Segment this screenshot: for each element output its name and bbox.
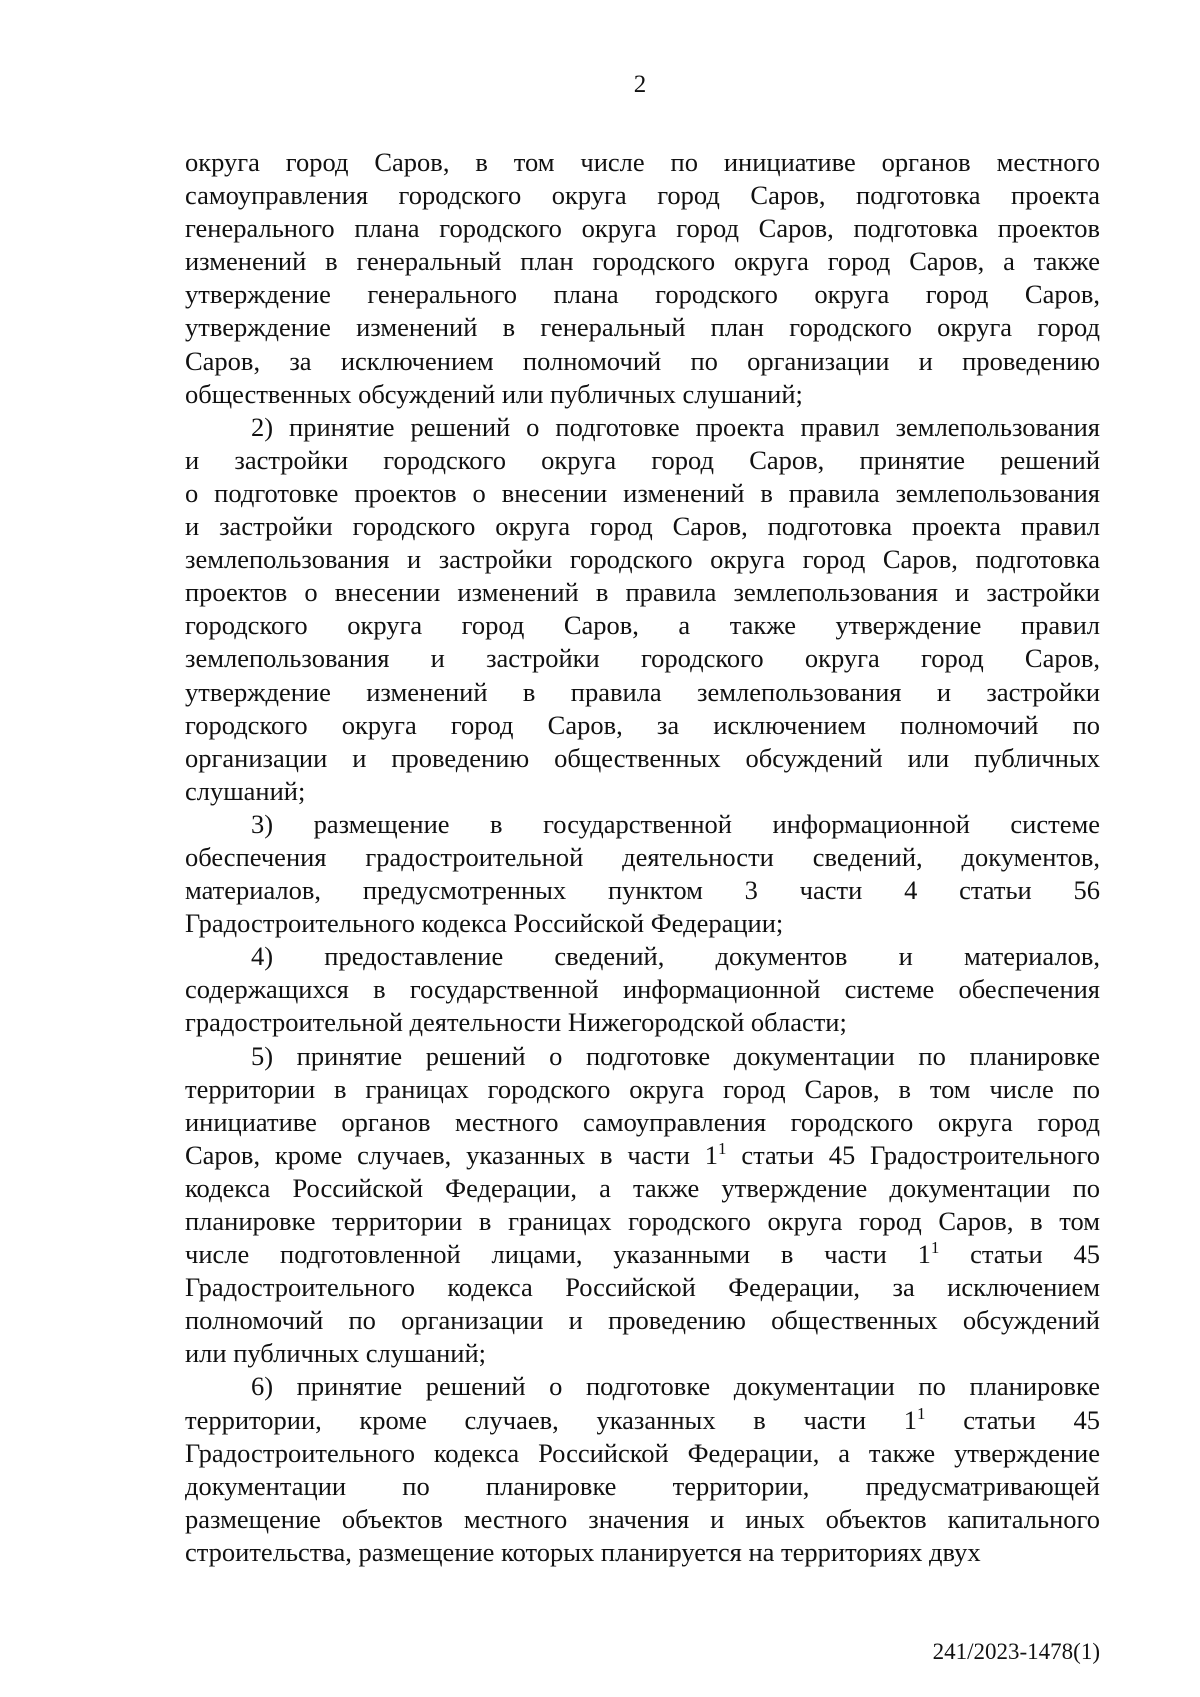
text-line: самоуправления городского округа город Саров, подготовка проекта xyxy=(185,180,1100,211)
page-number: 2 xyxy=(633,71,647,98)
text-line: 2) принятие решений о подготовке проекта правил землепользования xyxy=(251,411,1100,442)
paragraph-continuation xyxy=(185,146,1100,411)
text-line: 6) принятие решений о подготовке документации по планировке xyxy=(251,1371,1100,1402)
text-line: территории в границах городского округа город Саров, в том числе по xyxy=(185,1073,1100,1104)
text-line: строительства, размещение которых планируется на территориях двух xyxy=(185,1536,981,1567)
text-line: утверждение генерального плана городского округа город Саров, xyxy=(185,279,1100,310)
text-line: содержащихся в государственной информационной системе обеспечения xyxy=(185,974,1100,1005)
text-line: городского округа город Саров, а также утверждение правил xyxy=(185,610,1100,641)
paragraph-item-3 xyxy=(185,808,1100,940)
text-line: обеспечения градостроительной деятельности сведений, документов, xyxy=(185,841,1100,872)
superscript: 1 xyxy=(718,1138,727,1158)
text-line: землепользования и застройки городского округа город Саров, подготовка xyxy=(185,544,1100,575)
text-line: документации по планировке территории, предусматривающей xyxy=(185,1470,1100,1501)
text-line: 5) принятие решений о подготовке документации по планировке xyxy=(251,1040,1100,1071)
text-line: полномочий по организации и проведению общественных обсуждений xyxy=(185,1305,1100,1336)
text-line: изменений в генеральный план городского округа город Саров, а также xyxy=(185,246,1100,277)
text-line: проектов о внесении изменений в правила землепользования и застройки xyxy=(185,577,1100,608)
text-line: генерального плана городского округа город Саров, подготовка проектов xyxy=(185,213,1100,244)
text-line: Градостроительного кодекса Российской Федерации; xyxy=(185,908,784,939)
text-line: о подготовке проектов о внесении изменений в правила землепользования xyxy=(185,477,1100,508)
text-line: Саров, за исключением полномочий по организации и проведению xyxy=(185,345,1100,376)
text-line: планировке территории в границах городского округа город Саров, в том xyxy=(185,1206,1100,1236)
paragraph-item-5 xyxy=(185,1040,1100,1371)
text-line: инициативе органов местного самоуправления городского округа город xyxy=(185,1106,1100,1137)
text-line: числе подготовленной лицами, указанными в части $1^1$ статьи 45 xyxy=(185,1238,1100,1270)
paragraph-item-4 xyxy=(185,940,1100,1039)
text-line: округа город Саров, в том числе по инициативе органов местного xyxy=(185,147,1100,177)
text-line: Градостроительного кодекса Российской Федерации, за исключением xyxy=(185,1272,1100,1303)
text-line: организации и проведению общественных обсуждений или публичных xyxy=(185,742,1100,773)
text-line: градостроительной деятельности Нижегородской области; xyxy=(185,1007,847,1038)
paragraph-item-6 xyxy=(185,1370,1100,1569)
superscript: 1 xyxy=(930,1238,940,1258)
superscript: 1 xyxy=(917,1403,926,1423)
text-line: городского округа город Саров, за исключением полномочий по xyxy=(185,709,1100,740)
text-line: утверждение изменений в генеральный план городского округа город xyxy=(185,312,1100,343)
text-line: материалов, предусмотренных пунктом 3 части 4 статьи 56 xyxy=(185,875,1100,906)
document-code: 241/2023-1478(1) xyxy=(932,1639,1100,1664)
text-line: и застройки городского округа город Саров, принятие решений xyxy=(185,444,1100,475)
text-line: землепользования и застройки городского округа город Саров, xyxy=(185,643,1100,674)
text-line: и застройки городского округа город Саров, подготовка проекта правил xyxy=(185,511,1100,542)
text-line: кодекса Российской Федерации, а также утверждение документации по xyxy=(185,1172,1100,1203)
text-line: размещение объектов местного значения и иных объектов капитального xyxy=(185,1503,1100,1534)
text-line: слушаний; xyxy=(185,775,306,806)
document-body xyxy=(185,146,1100,1569)
text-line: общественных обсуждений или публичных слушаний; xyxy=(185,378,803,409)
text-line: утверждение изменений в правила землепользования и застройки xyxy=(185,676,1100,707)
paragraph-item-2 xyxy=(185,411,1100,808)
text-line: Градостроительного кодекса Российской Федерации, а также утверждение xyxy=(185,1437,1100,1468)
text-line: 4) предоставление сведений, документов и материалов, xyxy=(251,941,1100,972)
text-line: 3) размещение в государственной информационной системе xyxy=(251,808,1100,839)
text-line: Саров, кроме случаев, указанных в части $1^1$ статьи 45 Градостроительного xyxy=(185,1138,1100,1170)
text-line: территории, кроме случаев, указанных в части $1^1$ статьи 45 xyxy=(185,1403,1101,1435)
text-line: или публичных слушаний; xyxy=(185,1338,487,1369)
